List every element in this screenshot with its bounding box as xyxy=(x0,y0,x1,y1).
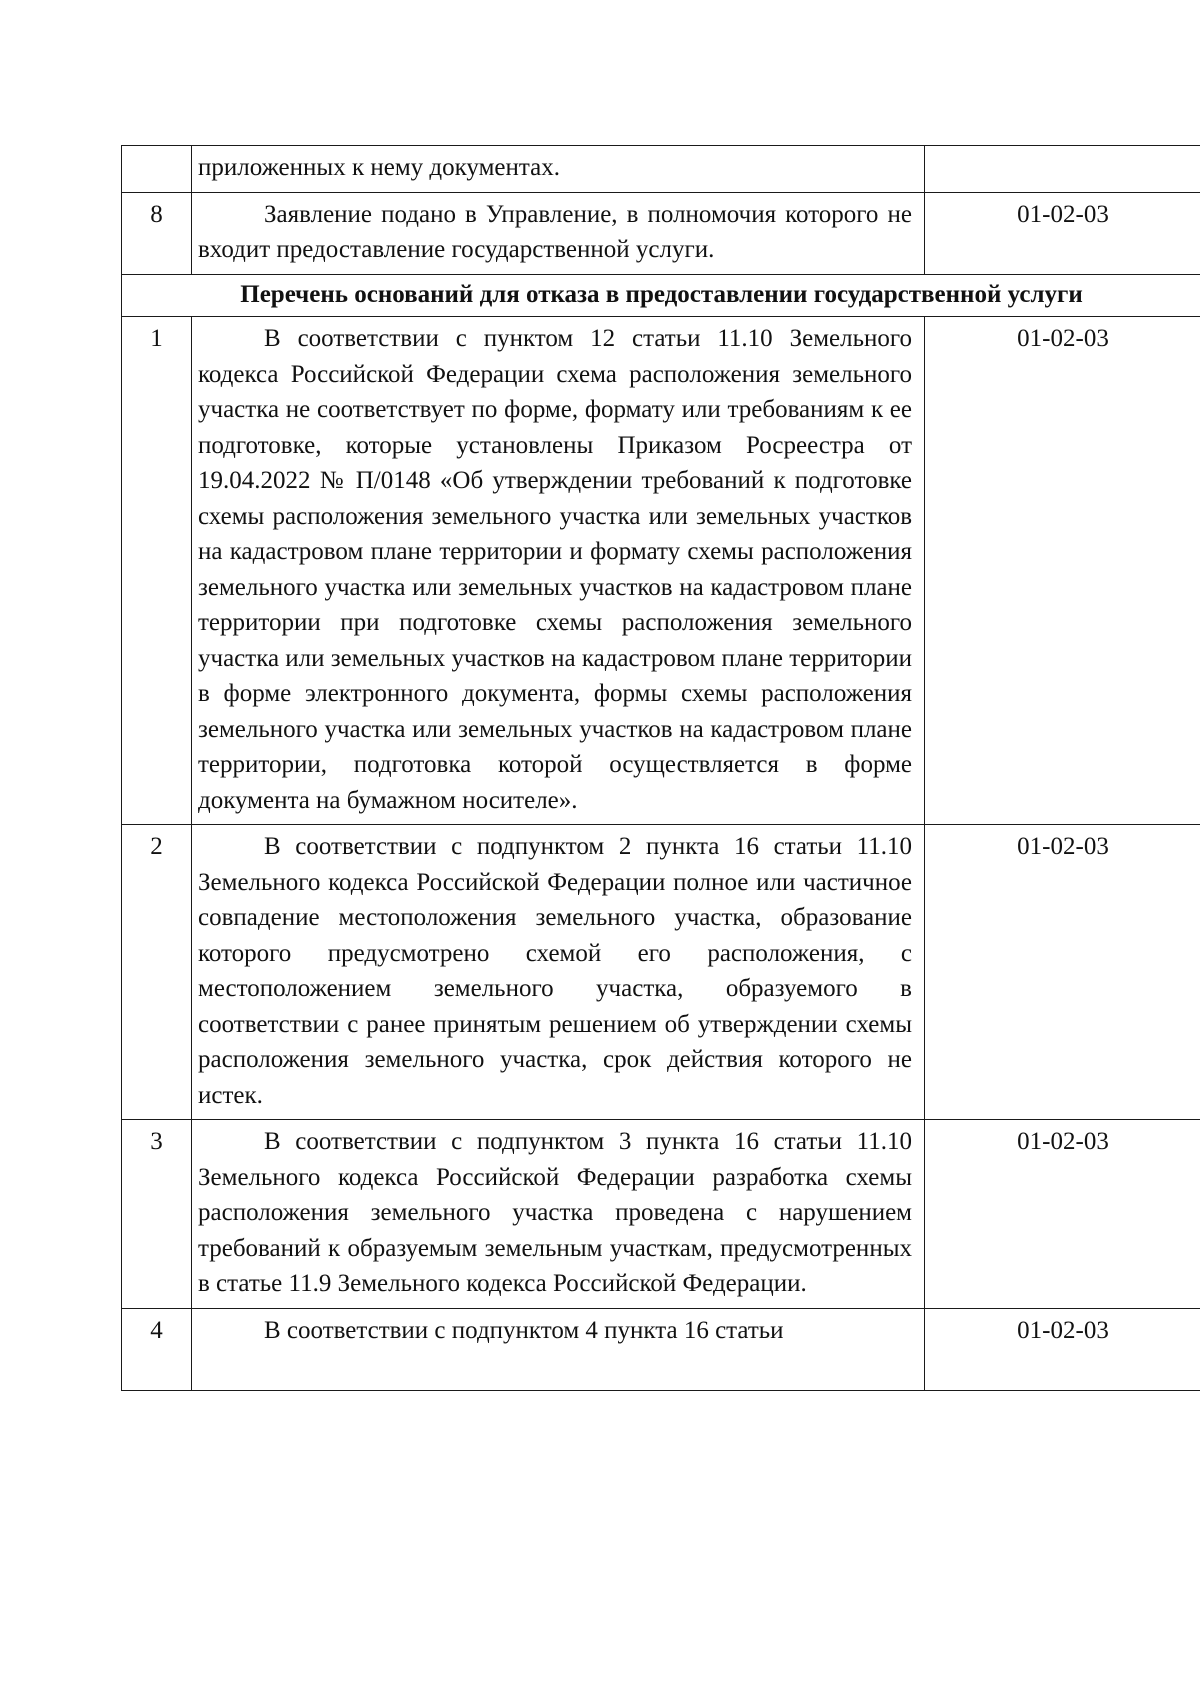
table-row xyxy=(122,317,1200,825)
table-row xyxy=(122,825,1200,1120)
row-text: В соответствии с подпунктом 3 пункта 16 статьи 11.10 Земельного кодекса Российской Федерации разработка схемы расположения земельного участка проведена с нарушением требований к образуемым земельным участкам, предусмотренных в статье 11.9 Земельного кодекса Российской Федерации. xyxy=(192,1120,925,1309)
table-row xyxy=(122,1120,1200,1309)
row-code: 01-02-03 xyxy=(925,1308,1200,1390)
row-text: В соответствии с подпунктом 4 пункта 16 статьи xyxy=(192,1308,925,1390)
row-number: 2 xyxy=(122,825,192,1120)
document-table xyxy=(121,145,1200,1391)
row-code: 01-02-03 xyxy=(925,317,1200,825)
row-number xyxy=(122,146,192,193)
row-code xyxy=(925,146,1200,193)
row-code: 01-02-03 xyxy=(925,825,1200,1120)
section-heading: Перечень оснований для отказа в предоставлении государственной услуги xyxy=(122,274,1200,317)
row-code: 01-02-03 xyxy=(925,1120,1200,1309)
row-text: В соответствии с пунктом 12 статьи 11.10 Земельного кодекса Российской Федерации схема расположения земельного участка не соответствует по форме, формату или требованиям к ее подготовке, которые установлены Приказом Росреестра от 19.04.2022 № П/0148 «Об утверждении требований к подготовке схемы расположения земельного участка или земельных участков на кадастровом плане территории и формату схемы расположения земельного участка или земельных участков на кадастровом плане территории при подготовке схемы расположения земельного участка или земельных участков на кадастровом плане территории в форме электронного документа, формы схемы расположения земельного участка или земельных участков на кадастровом плане территории, подготовка которой осуществляется в форме документа на бумажном носителе». xyxy=(192,317,925,825)
table-row xyxy=(122,146,1200,193)
row-number: 1 xyxy=(122,317,192,825)
row-text: Заявление подано в Управление, в полномочия которого не входит предоставление государственной услуги. xyxy=(192,192,925,274)
row-code: 01-02-03 xyxy=(925,192,1200,274)
row-text: В соответствии с подпунктом 2 пункта 16 статьи 11.10 Земельного кодекса Российской Федерации полное или частичное совпадение местоположения земельного участка, образование которого предусмотрено схемой его расположения, с местоположением земельного участка, образуемого в соответствии с ранее принятым решением об утверждении схемы расположения земельного участка, срок действия которого не истек. xyxy=(192,825,925,1120)
row-number: 4 xyxy=(122,1308,192,1390)
section-heading-row xyxy=(122,274,1200,317)
row-number: 8 xyxy=(122,192,192,274)
row-number: 3 xyxy=(122,1120,192,1309)
row-text: приложенных к нему документах. xyxy=(192,146,925,193)
table-row xyxy=(122,1308,1200,1390)
table-row xyxy=(122,192,1200,274)
